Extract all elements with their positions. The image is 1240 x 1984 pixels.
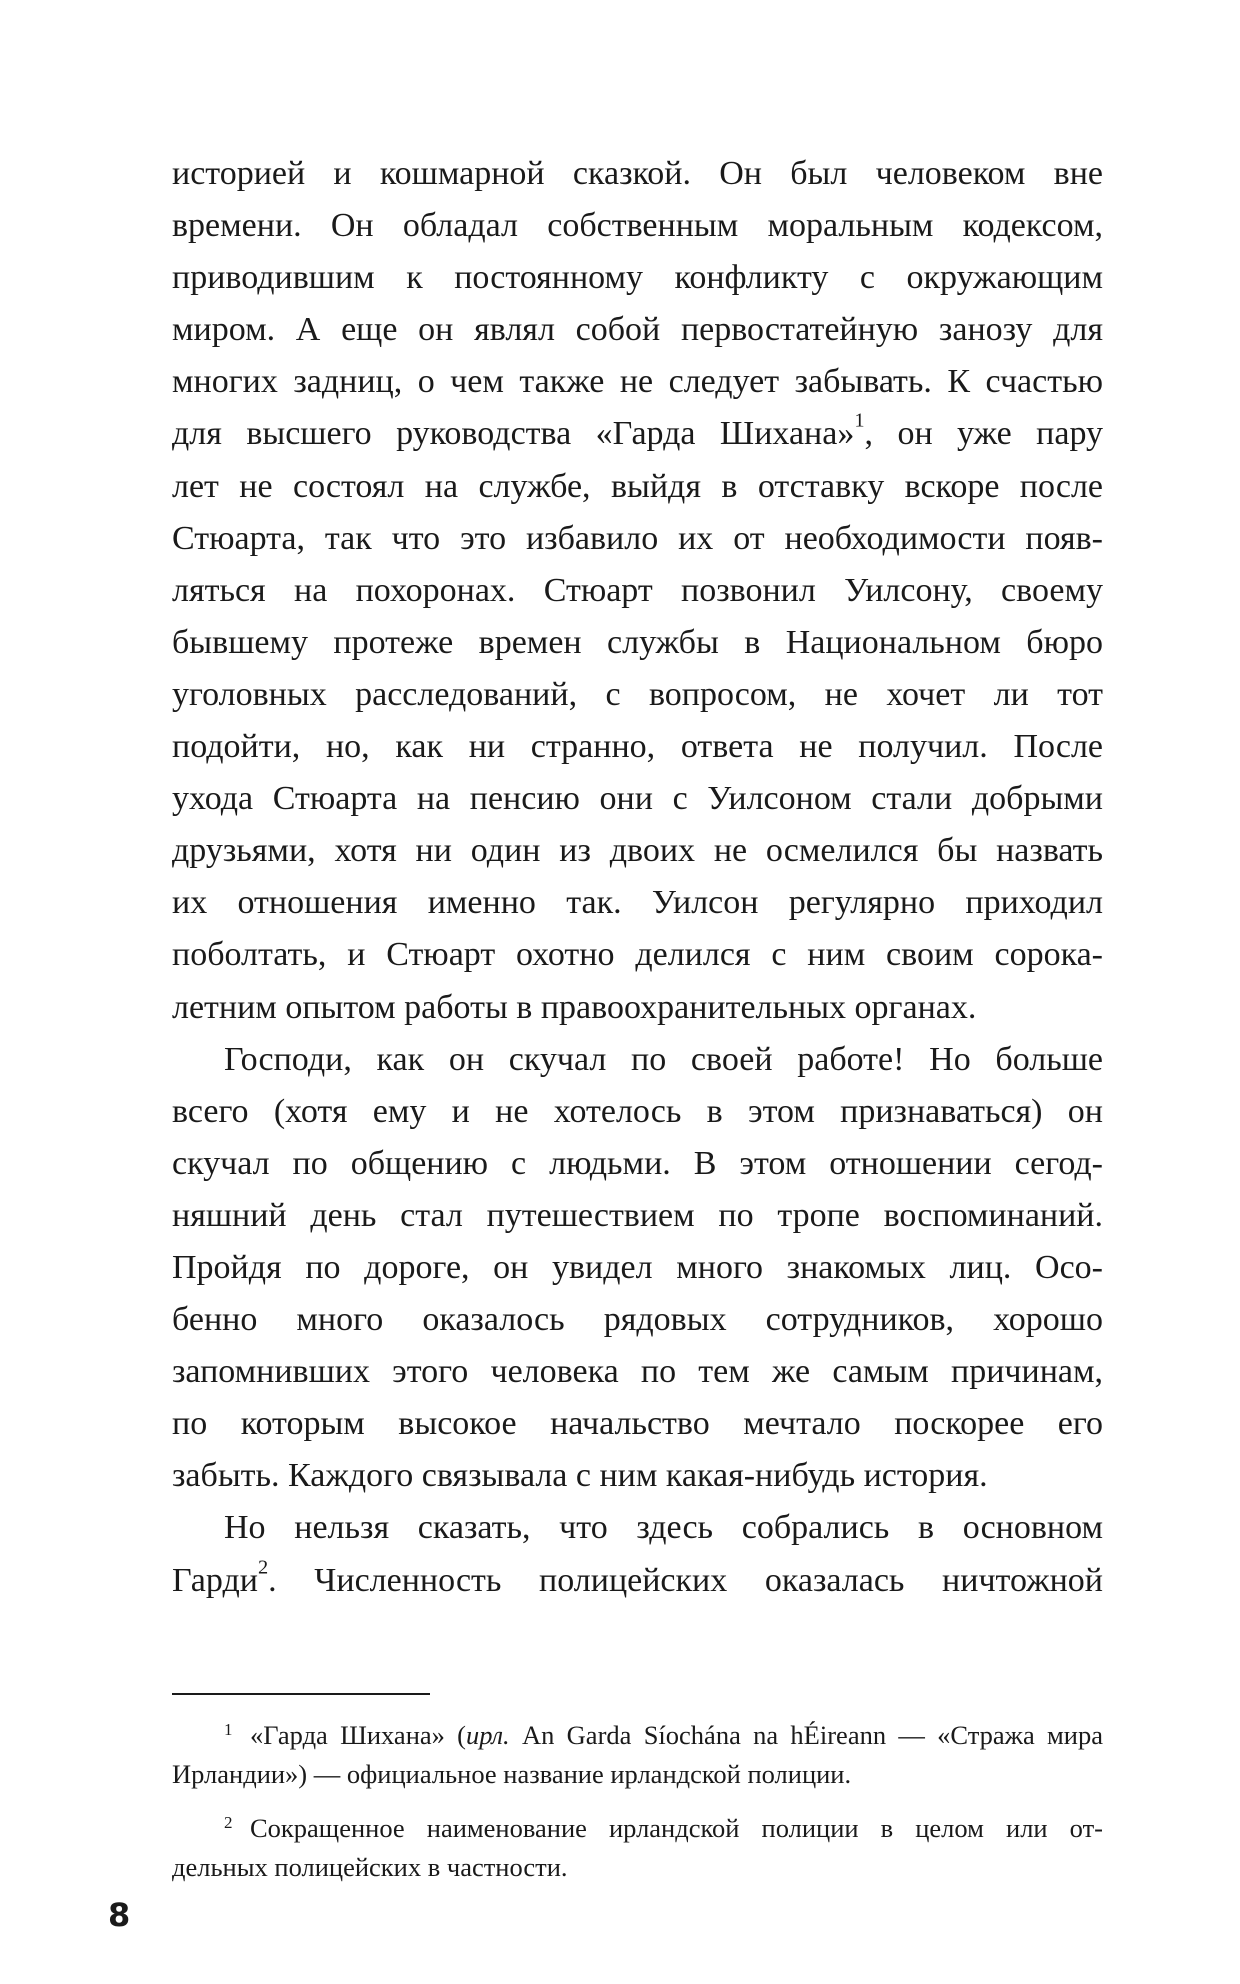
text-line: ляться на похоронах. Стюарт позвонил Уилсону, своему bbox=[172, 571, 1103, 609]
text-line: Стюарта, так что это избавило их от необходимости появ- bbox=[172, 519, 1103, 557]
paragraph-3 bbox=[172, 1502, 1103, 1606]
text-line: поболтать, и Стюарт охотно делился с ним своим сорока- bbox=[172, 936, 1103, 974]
text-line: историей и кошмарной сказкой. Он был человеком вне bbox=[172, 155, 1103, 192]
text-line: уголовных расследований, с вопросом, не хочет ли тот bbox=[172, 675, 1103, 713]
text-line: лет не состоял на службе, выйдя в отставку вскоре после bbox=[172, 467, 1103, 505]
text-line: приводившим к постоянному конфликту с окружающим bbox=[172, 259, 1103, 297]
footnote-line: дельных полицейских в частности. bbox=[172, 1851, 568, 1882]
text-line: миром. А еще он являл собой первостатейную занозу для bbox=[172, 311, 1103, 349]
text-line: их отношения именно так. Уилсон регулярно приходил bbox=[172, 884, 1103, 922]
footnote-ref-2[interactable]: 2 bbox=[257, 1556, 269, 1579]
paragraph-1 bbox=[172, 148, 1103, 1034]
paragraph-2 bbox=[172, 1034, 1103, 1503]
text-line: забыть. Каждого связывала с ним какая-нибудь история. bbox=[172, 1457, 988, 1495]
text-line: Господи, как он скучал по своей работе! Но больше bbox=[224, 1040, 1103, 1078]
text-line: няшний день стал путешествием по тропе воспоминаний. bbox=[172, 1196, 1103, 1234]
text-line: многих задниц, о чем также не следует забывать. К счастью bbox=[172, 363, 1103, 401]
text-segment: Сокращенное наименование ирландской полиции в целом или от- bbox=[250, 1813, 1103, 1843]
footnote-line: 1 «Гарда Шихана» (ирл. An Garda Síochána na hÉireann — «Стража мира bbox=[224, 1719, 1103, 1750]
text-segment-italic: ирл. bbox=[466, 1720, 510, 1750]
footnote-1 bbox=[172, 1716, 1103, 1793]
text-line-with-footnote-ref bbox=[172, 1555, 1103, 1607]
footnote-ref-1[interactable]: 1 bbox=[854, 410, 865, 433]
footnote-divider bbox=[172, 1693, 430, 1695]
text-line: друзьями, хотя ни один из двоих не осмелился бы назвать bbox=[172, 832, 1103, 870]
text-line-with-footnote-ref bbox=[172, 408, 1103, 460]
text-segment: An Garda Síochána na hÉireann — «Стража мира bbox=[509, 1720, 1103, 1750]
text-line: времени. Он обладал собственным моральным кодексом, bbox=[172, 207, 1103, 245]
text-line: бенно много оказалось рядовых сотрудников, хорошо bbox=[172, 1301, 1103, 1339]
text-line: Но нельзя сказать, что здесь собрались в основном bbox=[224, 1509, 1103, 1547]
text-line: бывшему протеже времен службы в Национальном бюро bbox=[172, 623, 1103, 661]
text-line: скучал по общению с людьми. В этом отношении сегод- bbox=[172, 1144, 1103, 1182]
footnote-2 bbox=[172, 1809, 1103, 1886]
text-segment: . Численность полицейских оказалась ничтожной bbox=[268, 1561, 1103, 1599]
text-segment: для высшего руководства «Гарда Шихана» bbox=[172, 415, 855, 453]
text-segment: , он уже пару bbox=[864, 415, 1103, 453]
text-line: летним опытом работы в правоохранительных органах. bbox=[172, 988, 977, 1026]
footnotes bbox=[172, 1716, 1103, 1902]
text-line: запомнивших этого человека по тем же самым причинам, bbox=[172, 1353, 1103, 1391]
text-line: подойти, но, как ни странно, ответа не получил. После bbox=[172, 728, 1103, 766]
text-segment: «Гарда Шихана» ( bbox=[250, 1720, 467, 1750]
text-line: по которым высокое начальство мечтало поскорее его bbox=[172, 1405, 1103, 1443]
text-line: ухода Стюарта на пенсию они с Уилсоном стали добрыми bbox=[172, 780, 1103, 818]
footnote-line: Ирландии») — официальное название ирландской полиции. bbox=[172, 1758, 852, 1789]
footnote-line: 2 Сокращенное наименование ирландской полиции в целом или от- bbox=[224, 1812, 1103, 1843]
main-text bbox=[172, 148, 1103, 1607]
text-segment: Гарди bbox=[172, 1561, 258, 1599]
page-number: 8 bbox=[108, 1896, 131, 1934]
text-line: всего (хотя ему и не хотелось в этом признаваться) он bbox=[172, 1092, 1103, 1130]
text-line: Пройдя по дороге, он увидел много знакомых лиц. Осо- bbox=[172, 1248, 1103, 1286]
